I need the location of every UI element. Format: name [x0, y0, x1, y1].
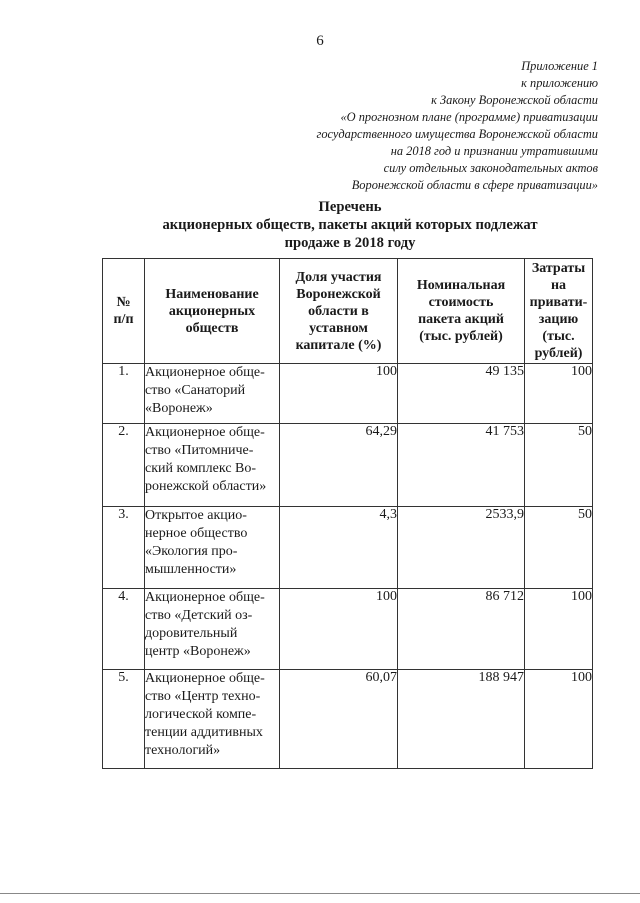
table-row [103, 507, 593, 589]
row-nominal: 188 947 [398, 670, 525, 769]
appendix-line: «О прогнозном плане (программе) приватизации [340, 110, 598, 124]
table-row [103, 364, 593, 424]
appendix-line: государственного имущества Воронежской области [316, 127, 598, 141]
row-name: Акционерное обще- ство «Питомниче- ский комплекс Во- ронежской области» [145, 424, 280, 507]
table-header-row [103, 259, 593, 364]
row-name: Акционерное обще- ство «Санаторий «Воронеж» [145, 364, 280, 424]
appendix-line: Воронежской области в сфере приватизации» [351, 178, 598, 192]
row-nominal: 86 712 [398, 589, 525, 670]
appendix-line: к приложению [521, 76, 598, 90]
row-costs: 100 [525, 589, 593, 670]
header-costs: Затраты на привати- зацию (тыс. рублей) [525, 259, 593, 364]
row-nominal: 49 135 [398, 364, 525, 424]
appendix-note [316, 58, 598, 194]
row-share: 64,29 [280, 424, 398, 507]
header-num: № п/п [103, 259, 145, 364]
row-share: 60,07 [280, 670, 398, 769]
header-nominal: Номинальная стоимость пакета акций (тыс. рублей) [398, 259, 525, 364]
heading-line: Перечень [318, 199, 382, 215]
row-nominal: 41 753 [398, 424, 525, 507]
row-nominal: 2533,9 [398, 507, 525, 589]
shares-table [102, 258, 593, 769]
row-name: Акционерное обще- ство «Детский оз- доровительный центр «Воронеж» [145, 589, 280, 670]
table-row [103, 424, 593, 507]
appendix-line: на 2018 год и признании утратившими [390, 144, 598, 158]
document-heading [100, 198, 600, 252]
row-costs: 50 [525, 507, 593, 589]
row-share: 100 [280, 364, 398, 424]
table-row [103, 670, 593, 769]
appendix-line: Приложение 1 [521, 59, 598, 73]
header-share: Доля участия Воронежской области в уставном капитале (%) [280, 259, 398, 364]
heading-line: акционерных обществ, пакеты акций которых подлежат [162, 217, 538, 233]
row-num: 2. [103, 424, 145, 507]
page-bottom-edge [0, 893, 640, 894]
row-costs: 100 [525, 670, 593, 769]
row-costs: 100 [525, 364, 593, 424]
row-name: Открытое акцио- нерное общество «Экология про- мышленности» [145, 507, 280, 589]
row-num: 3. [103, 507, 145, 589]
row-num: 1. [103, 364, 145, 424]
table-row [103, 589, 593, 670]
row-name: Акционерное обще- ство «Центр техно- логической компе- тенции аддитивных технологий» [145, 670, 280, 769]
appendix-line: к Закону Воронежской области [431, 93, 598, 107]
row-num: 4. [103, 589, 145, 670]
row-share: 100 [280, 589, 398, 670]
appendix-line: силу отдельных законодательных актов [383, 161, 598, 175]
row-costs: 50 [525, 424, 593, 507]
row-share: 4,3 [280, 507, 398, 589]
heading-line: продаже в 2018 году [284, 235, 416, 251]
page-number: 6 [316, 33, 324, 49]
header-name: Наименование акционерных обществ [145, 259, 280, 364]
row-num: 5. [103, 670, 145, 769]
